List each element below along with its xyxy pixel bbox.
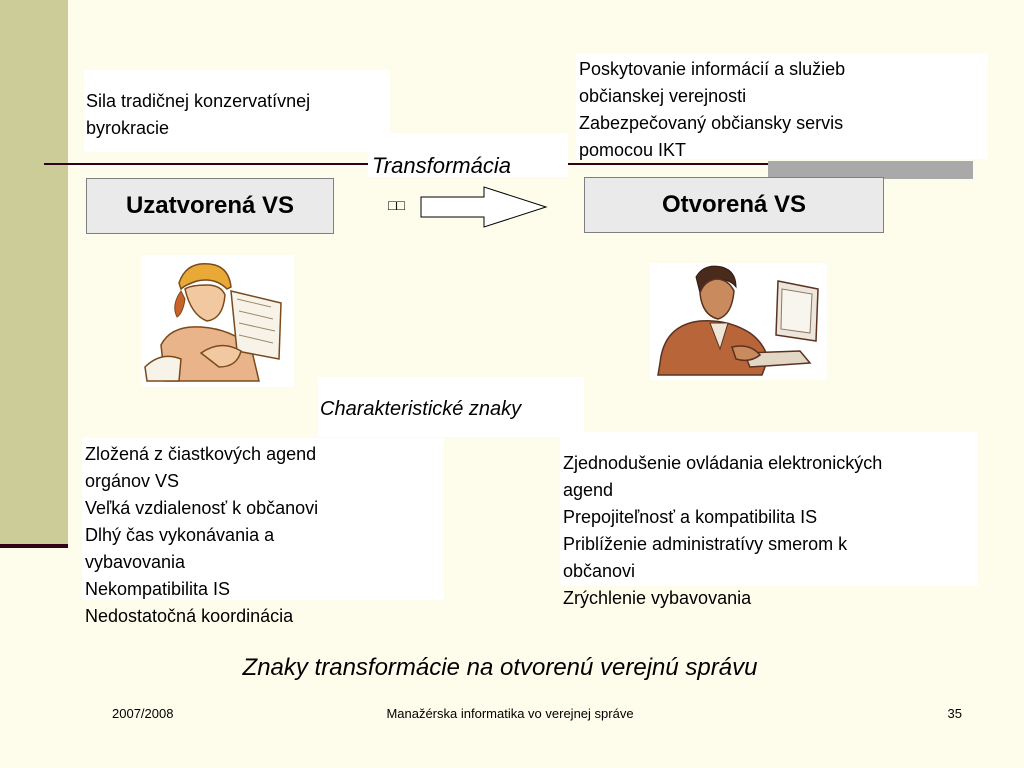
arrow-glyphs: □□ bbox=[388, 197, 405, 213]
list-item: občanovi bbox=[563, 561, 636, 581]
top-left-text-box bbox=[84, 70, 390, 152]
transform-label-box bbox=[368, 133, 568, 177]
top-right-text-box bbox=[576, 53, 988, 159]
list-item: Dlhý čas vykonávania a bbox=[85, 525, 275, 545]
list-item: Prepojiteľnosť a kompatibilita IS bbox=[563, 507, 818, 527]
closed-vs-box bbox=[86, 178, 334, 234]
top-left-line: Sila tradičnej konzervatívnej bbox=[86, 91, 311, 111]
top-right-line: Poskytovanie informácií a služieb bbox=[579, 59, 846, 79]
footer-page-number: 35 bbox=[947, 706, 962, 721]
open-vs-label: Otvorená VS bbox=[661, 191, 807, 218]
list-item: agend bbox=[563, 480, 614, 500]
sidebar-decoration bbox=[0, 0, 68, 548]
list-item: Nedostatočná koordinácia bbox=[85, 606, 294, 626]
worker-with-blueprints-icon bbox=[141, 255, 294, 387]
characteristics-label: Charakteristické znaky bbox=[320, 398, 522, 420]
list-item: Zložená z čiastkových agend bbox=[85, 444, 317, 464]
list-item: Veľká vzdialenosť k občanovi bbox=[85, 498, 319, 518]
footer-title: Manažérska informatika vo verejnej správe bbox=[386, 706, 634, 721]
closed-vs-label: Uzatvorená VS bbox=[125, 192, 295, 219]
list-item: Priblíženie administratívy smerom k bbox=[563, 534, 848, 554]
top-right-line: Zabezpečovaný občiansky servis bbox=[579, 113, 844, 133]
characteristics-label-box bbox=[318, 377, 584, 437]
open-vs-box bbox=[584, 177, 884, 233]
transform-label: Transformácia bbox=[372, 153, 511, 178]
arrow-right-icon bbox=[420, 186, 550, 228]
top-right-line: občianskej verejnosti bbox=[579, 86, 747, 106]
sidebar-accent-line bbox=[0, 544, 68, 548]
list-item: Nekompatibilita IS bbox=[85, 579, 231, 599]
list-item: Zrýchlenie vybavovania bbox=[563, 588, 752, 608]
closed-vs-traits-box bbox=[82, 438, 444, 626]
top-left-line: byrokracie bbox=[86, 118, 170, 138]
top-right-line: pomocou IKT bbox=[579, 140, 687, 160]
footer-year: 2007/2008 bbox=[112, 706, 174, 721]
list-item: vybavovania bbox=[85, 552, 186, 572]
header-rule-left bbox=[44, 163, 334, 165]
list-item: Zjednodušenie ovládania elektronických bbox=[563, 453, 883, 473]
list-item: orgánov VS bbox=[85, 471, 180, 491]
office-worker-at-computer-icon bbox=[650, 263, 827, 380]
slide-caption: Znaky transformácie na otvorenú verejnú správu bbox=[242, 654, 758, 681]
open-vs-traits-box bbox=[560, 432, 978, 608]
